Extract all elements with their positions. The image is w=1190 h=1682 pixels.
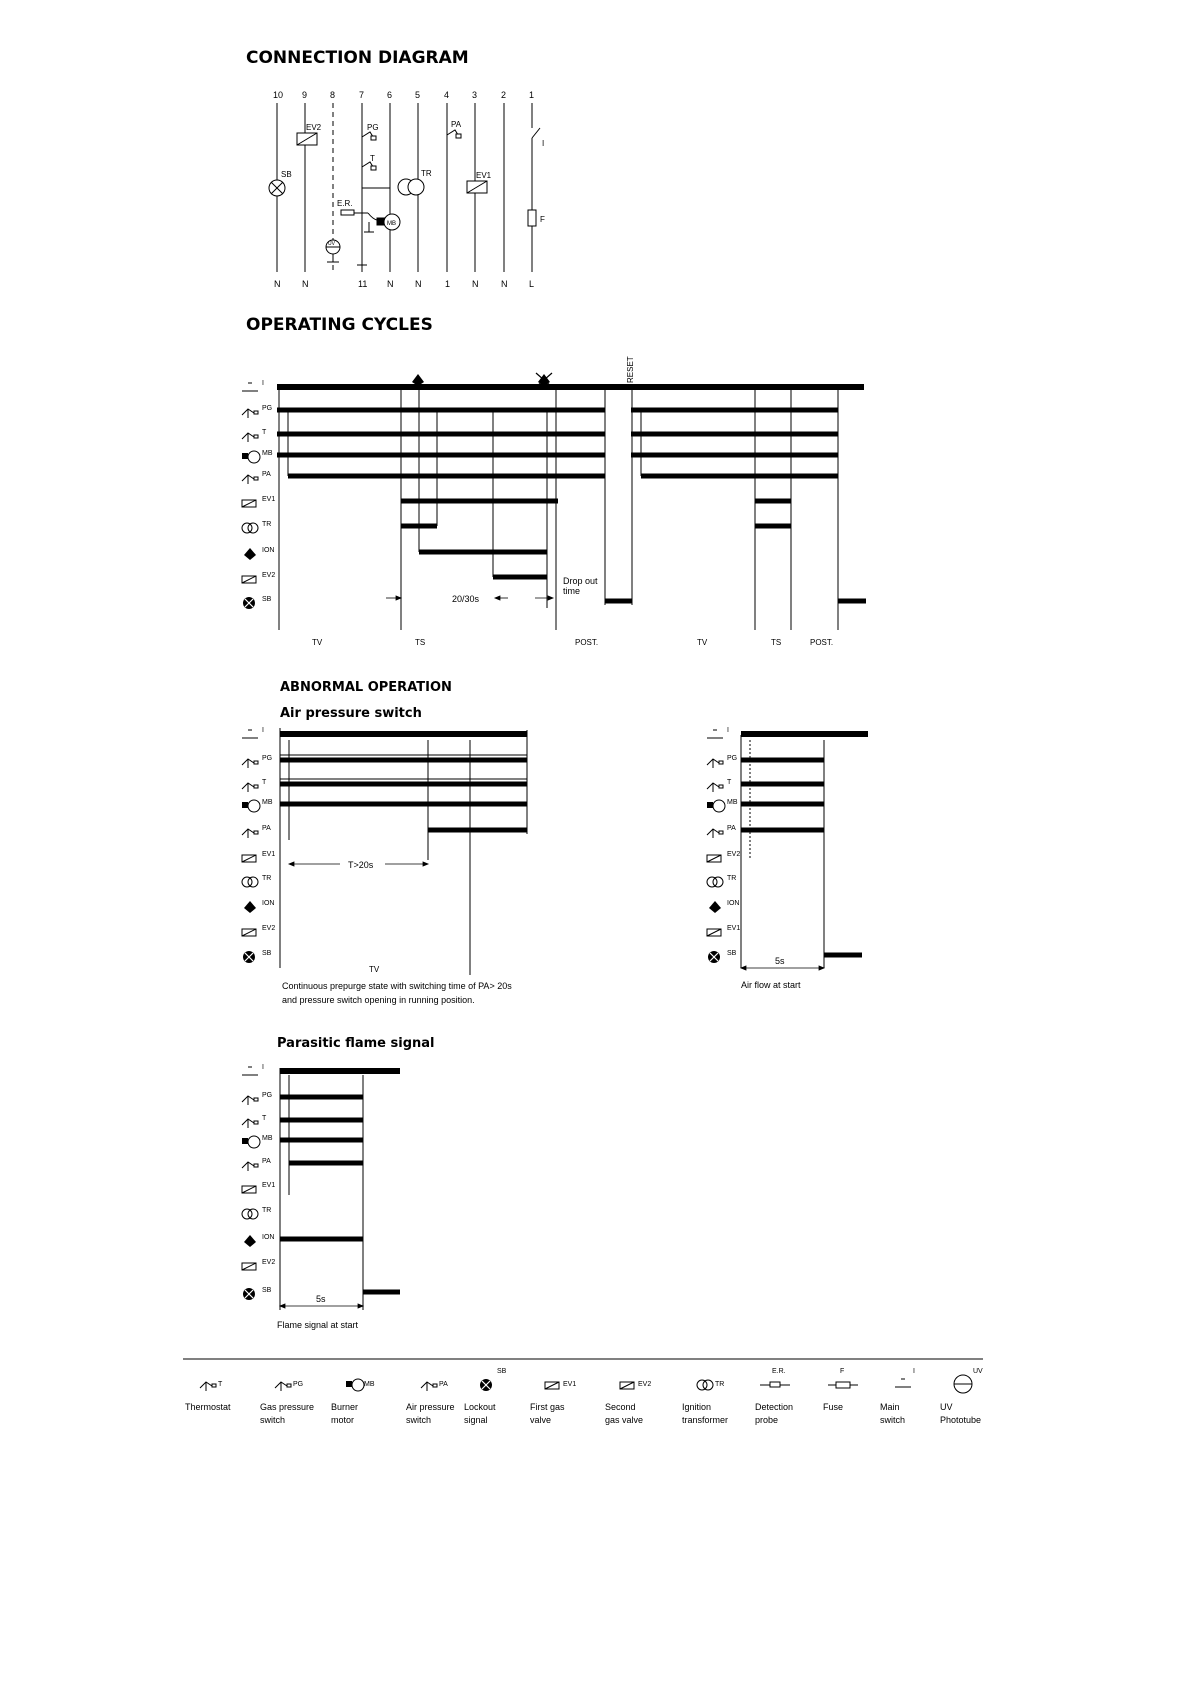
row-label-ev1 xyxy=(242,496,275,507)
phase-ts: TS xyxy=(415,638,426,647)
signal-bar xyxy=(493,575,547,580)
label-i: I xyxy=(542,139,545,148)
legend-item xyxy=(530,1381,576,1425)
signal-bar xyxy=(280,731,527,737)
row-label-text: T xyxy=(262,1115,267,1122)
row-label-text: EV2 xyxy=(262,1259,276,1266)
legend-label: Burner xyxy=(331,1402,359,1412)
legend-tag: UV xyxy=(973,1368,983,1375)
row-label-i xyxy=(242,727,264,738)
signal-bar xyxy=(428,828,527,833)
legend-item xyxy=(260,1381,314,1425)
airflow-caption: Air flow at start xyxy=(741,980,801,990)
main-switch-icon xyxy=(895,1379,911,1387)
cycle-bars xyxy=(277,384,866,604)
legend-item xyxy=(331,1379,375,1425)
signal-bar xyxy=(280,802,527,807)
cycle-verticals xyxy=(279,387,838,630)
signal-bar xyxy=(280,758,527,763)
row-label-pg xyxy=(242,405,272,418)
row-label-tr xyxy=(242,875,271,887)
row-label-tr xyxy=(707,875,736,887)
parasitic-verticals xyxy=(280,1068,363,1310)
signal-bar xyxy=(631,453,838,458)
air-caption-1: Continuous prepurge state with switching time of PA> 20s xyxy=(282,981,512,991)
legend-tag: E.R. xyxy=(772,1368,786,1375)
row-label-text: EV2 xyxy=(727,851,741,858)
legend-label: Main xyxy=(880,1402,900,1412)
legend-label: switch xyxy=(260,1415,286,1425)
row-label-text: T xyxy=(727,779,732,786)
legend-tag: EV2 xyxy=(638,1381,652,1388)
row-label-i xyxy=(242,1064,264,1075)
parasitic-interval-5s: 5s xyxy=(316,1294,326,1304)
row-label-text: I xyxy=(262,727,264,734)
air-switch-verticals xyxy=(280,728,470,975)
airflow-interval-5s: 5s xyxy=(775,956,785,966)
row-label-ion xyxy=(244,547,274,560)
terminal-bottom: N xyxy=(387,279,394,289)
signal-bar xyxy=(741,758,824,763)
thermostat-icon xyxy=(200,1382,216,1391)
label-ev2: EV2 xyxy=(306,123,322,132)
second-gas-valve-icon xyxy=(620,1382,634,1389)
signal-bar xyxy=(741,828,824,833)
signal-bar xyxy=(280,1118,363,1123)
row-label-text: EV2 xyxy=(262,925,276,932)
ignition-transformer-icon xyxy=(697,1380,713,1390)
signal-bar xyxy=(280,1068,400,1074)
row-label-ion xyxy=(244,900,274,913)
legend-item xyxy=(185,1381,231,1412)
legend-tag: MB xyxy=(364,1381,375,1388)
legend-label: switch xyxy=(406,1415,432,1425)
label-sb: SB xyxy=(281,170,292,179)
terminal-top: 9 xyxy=(302,90,308,100)
legend-label: switch xyxy=(880,1415,906,1425)
row-label-text: EV1 xyxy=(262,496,276,503)
row-label-t xyxy=(707,779,732,792)
legend-label: First gas xyxy=(530,1402,565,1412)
row-label-text: ION xyxy=(262,900,275,907)
row-label-text: EV1 xyxy=(727,925,741,932)
row-label-ev2 xyxy=(242,1259,275,1270)
row-label-ion xyxy=(244,1234,274,1247)
signal-bar xyxy=(280,1095,363,1100)
row-label-text: PG xyxy=(262,1092,273,1099)
row-label-sb xyxy=(243,1287,272,1300)
legend-label: Thermostat xyxy=(185,1402,231,1412)
cycle-phase-labels xyxy=(312,638,833,647)
airflow-interval xyxy=(741,966,824,970)
terminal-bottom: 1 xyxy=(445,279,451,289)
terminal-top: 10 xyxy=(273,90,284,100)
row-label-text: ION xyxy=(262,547,275,554)
label-t: T xyxy=(370,154,375,163)
row-label-text: PA xyxy=(727,825,736,832)
parasitic-row-labels xyxy=(242,1064,275,1300)
row-label-pg xyxy=(242,755,272,768)
legend-label: Ignition xyxy=(682,1402,712,1412)
row-label-pg xyxy=(707,755,737,768)
terminal-top: 1 xyxy=(529,90,535,100)
row-label-mb xyxy=(242,450,273,463)
lockout-signal-icon xyxy=(480,1379,492,1391)
row-label-text: I xyxy=(727,727,729,734)
airflow-verticals xyxy=(741,735,824,968)
legend-tag: PA xyxy=(439,1381,448,1388)
legend-label: valve xyxy=(530,1415,552,1425)
signal-bar xyxy=(280,1138,363,1143)
connection-diagram-heading: CONNECTION DIAGRAM xyxy=(246,48,469,68)
row-label-sb xyxy=(243,596,272,609)
label-pa: PA xyxy=(451,120,462,129)
interval-t-20s: T>20s xyxy=(348,860,374,870)
row-label-text: PG xyxy=(262,755,273,762)
row-label-mb xyxy=(707,799,738,812)
terminal-top: 6 xyxy=(387,90,393,100)
label-pg: PG xyxy=(367,123,379,132)
row-label-text: ION xyxy=(262,1234,275,1241)
signal-bar xyxy=(363,1290,400,1295)
row-label-tr xyxy=(242,521,271,533)
row-label-t xyxy=(242,779,267,792)
terminal-top: 7 xyxy=(359,90,365,100)
signal-bar xyxy=(288,474,605,479)
parasitic-caption: Flame signal at start xyxy=(277,1320,359,1330)
phase-post: POST. xyxy=(575,638,599,647)
parasitic-bars xyxy=(280,1068,400,1295)
signal-bar xyxy=(755,524,791,529)
gas-pressure-switch-icon xyxy=(275,1382,291,1391)
legend-label: Phototube xyxy=(940,1415,982,1425)
air-caption-2: and pressure switch opening in running position. xyxy=(282,995,475,1005)
terminal-top: 4 xyxy=(444,90,450,100)
row-label-pa xyxy=(707,825,736,838)
signal-bar xyxy=(741,731,868,737)
row-label-text: TR xyxy=(262,1207,272,1214)
legend-item xyxy=(605,1381,651,1425)
row-label-text: MB xyxy=(262,799,273,806)
operating-cycles-heading: OPERATING CYCLES xyxy=(246,315,433,335)
signal-bar xyxy=(401,499,558,504)
row-label-text: TR xyxy=(262,875,272,882)
signal-bar xyxy=(280,782,527,787)
row-label-text: SB xyxy=(262,596,272,603)
row-label-text: MB xyxy=(262,450,273,457)
terminal-bottom: N xyxy=(274,279,281,289)
row-label-text: EV2 xyxy=(262,572,276,579)
signal-bar xyxy=(838,599,866,604)
signal-bar xyxy=(419,550,547,555)
detection-probe-icon xyxy=(760,1382,790,1387)
row-label-text: T xyxy=(262,429,267,436)
legend-item xyxy=(406,1381,455,1425)
legend-item xyxy=(823,1368,858,1412)
terminal-bottom: N xyxy=(501,279,508,289)
legend-tag: SB xyxy=(497,1368,507,1375)
row-label-text: I xyxy=(262,1064,264,1071)
legend-label: Air pressure xyxy=(406,1402,455,1412)
legend-label: gas valve xyxy=(605,1415,644,1425)
row-label-sb xyxy=(243,950,272,963)
row-label-text: MB xyxy=(727,799,738,806)
legend-label: transformer xyxy=(682,1415,729,1425)
row-label-pa xyxy=(242,1158,271,1171)
label-uv: UV xyxy=(328,241,335,247)
dropout-label-1: Drop out xyxy=(563,576,598,586)
air-switch-row-labels xyxy=(242,727,275,963)
label-tr: TR xyxy=(421,169,432,178)
airflow-bars xyxy=(741,731,868,958)
row-label-pa xyxy=(242,471,271,484)
row-label-text: SB xyxy=(262,1287,272,1294)
interval-20-30s: 20/30s xyxy=(452,594,480,604)
row-label-ev2 xyxy=(242,572,275,583)
fuse-icon xyxy=(828,1382,858,1388)
row-label-text: SB xyxy=(727,950,737,957)
legend-tag: F xyxy=(840,1368,845,1375)
legend-label: Lockout xyxy=(464,1402,496,1412)
terminal-top: 5 xyxy=(415,90,421,100)
label-ev1: EV1 xyxy=(476,171,492,180)
terminal-top: 8 xyxy=(330,90,336,100)
legend-item xyxy=(682,1380,728,1425)
row-label-ev1 xyxy=(707,925,740,936)
signal-bar xyxy=(741,782,824,787)
signal-bar xyxy=(741,802,824,807)
row-label-ion xyxy=(709,900,739,913)
legend-tag: EV1 xyxy=(563,1381,577,1388)
air-switch-bars xyxy=(280,730,527,834)
label-mb: MB xyxy=(387,221,396,227)
signal-bar xyxy=(641,474,838,479)
abnormal-operation-heading: ABNORMAL OPERATION xyxy=(280,680,452,695)
legend-label: Fuse xyxy=(823,1402,844,1412)
air-phase-tv: TV xyxy=(369,965,380,974)
row-label-text: I xyxy=(262,380,264,387)
row-label-i xyxy=(242,380,264,391)
legend-item xyxy=(464,1368,507,1425)
label-f: F xyxy=(540,215,545,224)
legend-item xyxy=(755,1368,793,1425)
legend-label: probe xyxy=(755,1415,779,1425)
row-label-text: TR xyxy=(262,521,272,528)
row-label-text: EV1 xyxy=(262,1182,276,1189)
terminal-bottom: L xyxy=(529,279,535,289)
row-label-pa xyxy=(242,825,271,838)
legend-label: signal xyxy=(464,1415,488,1425)
fuse-symbol xyxy=(528,210,536,226)
phase-ts: TS xyxy=(771,638,782,647)
legend-tag: I xyxy=(913,1368,915,1375)
row-label-mb xyxy=(242,799,273,812)
row-label-pg xyxy=(242,1092,272,1105)
row-label-text: PG xyxy=(727,755,738,762)
row-label-text: PA xyxy=(262,825,271,832)
phase-tv: TV xyxy=(312,638,323,647)
signal-bar xyxy=(280,1237,363,1242)
row-label-ev1 xyxy=(242,851,275,862)
legend-tag: TR xyxy=(715,1381,725,1388)
row-label-text: T xyxy=(262,779,267,786)
symbol-legend xyxy=(185,1368,983,1425)
signal-bar xyxy=(631,408,838,413)
signal-bar xyxy=(605,599,632,604)
row-label-ev2 xyxy=(707,851,740,862)
row-label-t xyxy=(242,429,267,442)
legend-label: Detection xyxy=(755,1402,794,1412)
dropout-label-2: time xyxy=(563,586,581,596)
burner-motor-icon xyxy=(346,1379,364,1391)
label-er: E.R. xyxy=(337,199,353,208)
air-pressure-switch-heading: Air pressure switch xyxy=(280,706,422,721)
signal-bar xyxy=(289,1161,363,1166)
row-label-text: EV1 xyxy=(262,851,276,858)
legend-tag: PG xyxy=(293,1381,304,1388)
terminal-top: 3 xyxy=(472,90,478,100)
row-label-text: MB xyxy=(262,1135,273,1142)
parasitic-interval xyxy=(280,1304,363,1308)
terminal-bottom: 11 xyxy=(358,279,368,289)
terminal-top: 2 xyxy=(501,90,507,100)
row-label-text: TR xyxy=(727,875,737,882)
signal-bar xyxy=(277,384,864,390)
phase-post: POST. xyxy=(810,638,834,647)
phase-tv: TV xyxy=(697,638,708,647)
terminal-bottom: N xyxy=(415,279,422,289)
air-pressure-switch-icon xyxy=(421,1382,437,1391)
first-gas-valve-icon xyxy=(545,1382,559,1389)
legend-label: UV xyxy=(940,1402,953,1412)
row-label-text: PA xyxy=(262,471,271,478)
legend-label: Gas pressure xyxy=(260,1402,315,1412)
row-label-text: PG xyxy=(262,405,273,412)
cycle-row-labels xyxy=(242,380,275,609)
row-label-ev2 xyxy=(242,925,275,936)
row-label-ev1 xyxy=(242,1182,275,1193)
legend-tag: T xyxy=(218,1381,223,1388)
signal-bar xyxy=(631,432,838,437)
legend-label: Second xyxy=(605,1402,636,1412)
reset-label: RESET xyxy=(626,356,635,383)
legend-item xyxy=(880,1368,915,1425)
row-label-sb xyxy=(708,950,737,963)
parasitic-flame-heading: Parasitic flame signal xyxy=(277,1036,435,1051)
terminal-bottom: N xyxy=(302,279,309,289)
row-label-i xyxy=(707,727,729,738)
row-label-text: PA xyxy=(262,1158,271,1165)
row-label-text: SB xyxy=(262,950,272,957)
uv-phototube-icon xyxy=(954,1375,972,1393)
legend-label: motor xyxy=(331,1415,355,1425)
airflow-row-labels xyxy=(707,727,740,963)
row-label-t xyxy=(242,1115,267,1128)
signal-bar xyxy=(755,499,791,504)
row-label-text: ION xyxy=(727,900,740,907)
signal-bar xyxy=(824,953,862,958)
row-label-tr xyxy=(242,1207,271,1219)
legend-item xyxy=(940,1368,983,1425)
row-label-mb xyxy=(242,1135,273,1148)
terminal-bottom: N xyxy=(472,279,479,289)
